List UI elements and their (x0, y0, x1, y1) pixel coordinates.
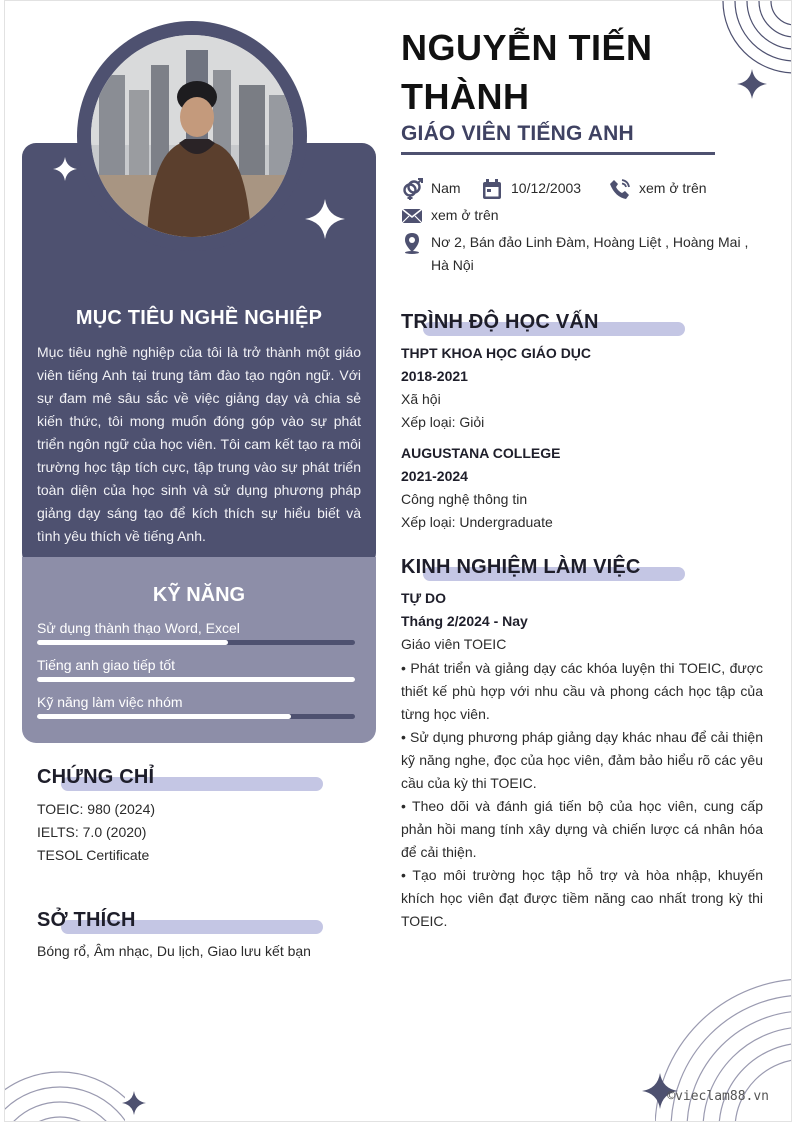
certificate-item: TOEIC: 980 (2024) (37, 801, 156, 817)
decorative-arcs-bottom-left-icon (5, 1067, 125, 1122)
email-text: xem ở trên (431, 207, 499, 223)
skill-bar (37, 677, 355, 682)
watermark-text: ©vieclam88.vn (667, 1089, 769, 1104)
sparkle-icon (305, 199, 345, 239)
work-position: Giáo viên TOEIC (401, 636, 507, 652)
experience-bullet: • Phát triển và giảng dạy các khóa luyện thi TOEIC, được thiết kế phù hợp với nhu cầu và phong cách học tập của từng học viên. (401, 660, 763, 722)
skill-label: Kỹ năng làm việc nhóm (37, 694, 183, 710)
school-years: 2018-2021 (401, 368, 468, 384)
skill-bar-fill (37, 714, 291, 719)
skill-label: Sử dụng thành thạo Word, Excel (37, 620, 240, 636)
school-major: Xã hội (401, 391, 441, 407)
skills-title: KỸ NĂNG (152, 584, 246, 606)
address-text: Nơ 2, Bán đảo Linh Đàm, Hoàng Liệt , Hoàng Mai , Hà Nội (431, 234, 749, 273)
education-title: TRÌNH ĐỘ HỌC VẤN (401, 311, 599, 333)
decorative-arcs-top-right-icon (713, 1, 792, 76)
certificates-title: CHỨNG CHỈ (37, 766, 155, 788)
school-name: THPT KHOA HỌC GIÁO DỤC (401, 345, 592, 361)
certificate-item: TESOL Certificate (37, 847, 150, 863)
cv-page (4, 0, 792, 1122)
calendar-icon (481, 178, 503, 200)
objective-title: MỤC TIÊU NGHỀ NGHIỆP (75, 307, 323, 329)
company-name: TỰ DO (401, 590, 447, 606)
email-icon (401, 205, 423, 227)
skill-item (37, 657, 355, 682)
title-divider (401, 152, 715, 155)
gender-icon (401, 178, 423, 200)
hobbies-text: Bóng rổ, Âm nhạc, Du lịch, Giao lưu kết bạn (37, 943, 311, 959)
school-rank: Xếp loại: Undergraduate (401, 514, 553, 530)
phone-text: xem ở trên (639, 180, 707, 196)
school-rank: Xếp loại: Giỏi (401, 414, 485, 430)
avatar-photo-icon (91, 35, 293, 237)
job-title: GIÁO VIÊN TIẾNG ANH (401, 122, 634, 145)
location-icon (401, 232, 423, 254)
school-years: 2021-2024 (401, 468, 468, 484)
skill-label: Tiếng anh giao tiếp tốt (37, 657, 176, 673)
full-name: NGUYỄN TIẾN THÀNH (401, 27, 653, 117)
hobbies-title: SỞ THÍCH (37, 909, 136, 931)
experience-bullet: • Sử dụng phương pháp giảng dạy khác nhau để cải thiện kỹ năng nghe, đọc của học viên, đảm bảo hiểu rõ các yêu cầu của kỳ thi TOEIC. (401, 729, 763, 791)
school-major: Công nghệ thông tin (401, 491, 528, 507)
phone-icon (609, 178, 631, 200)
birthday-text: 10/12/2003 (511, 180, 582, 196)
certificate-item: IELTS: 7.0 (2020) (37, 824, 147, 840)
experience-title: KINH NGHIỆM LÀM VIỆC (401, 556, 641, 578)
avatar (91, 35, 293, 237)
skill-item (37, 694, 355, 719)
gender-text: Nam (431, 180, 461, 196)
school-name: AUGUSTANA COLLEGE (401, 445, 561, 461)
skill-bar-fill (37, 640, 228, 645)
skill-item (37, 620, 355, 645)
skill-bar (37, 714, 355, 719)
sparkle-icon (122, 1091, 146, 1115)
sparkle-icon (737, 69, 767, 99)
experience-bullet: • Tạo môi trường học tập hỗ trợ và hòa nhập, khuyến khích học viên đạt được tiềm năng cao nhất trong kỳ thi TOEIC. (401, 867, 763, 929)
skill-bar (37, 640, 355, 645)
skill-bar-fill (37, 677, 355, 682)
objective-text: Mục tiêu nghề nghiệp của tôi là trở thành một giáo viên tiếng Anh tại trung tâm đào tạo ngôn ngữ. Với sự đam mê sâu sắc về việc giảng dạy và chia sẻ kiến thức, tôi mong muốn đóng góp vào sự phát triển ngôn ngữ của học viên. Tôi cam kết tạo ra môi trường học tập tích cực, tập trung vào sự phát triển toàn diện của học sinh và sử dụng phương pháp giảng dạy sáng tạo để kích thích sự hiểu biết và tình yêu thích về tiếng Anh. (37, 344, 361, 544)
experience-bullet: • Theo dõi và đánh giá tiến bộ của học viên, cung cấp phản hồi mang tính xây dựng và chiến lược cá nhân hóa để cải thiện. (401, 798, 763, 860)
sparkle-icon (53, 157, 77, 181)
work-period: Tháng 2/2024 - Nay (401, 613, 528, 629)
